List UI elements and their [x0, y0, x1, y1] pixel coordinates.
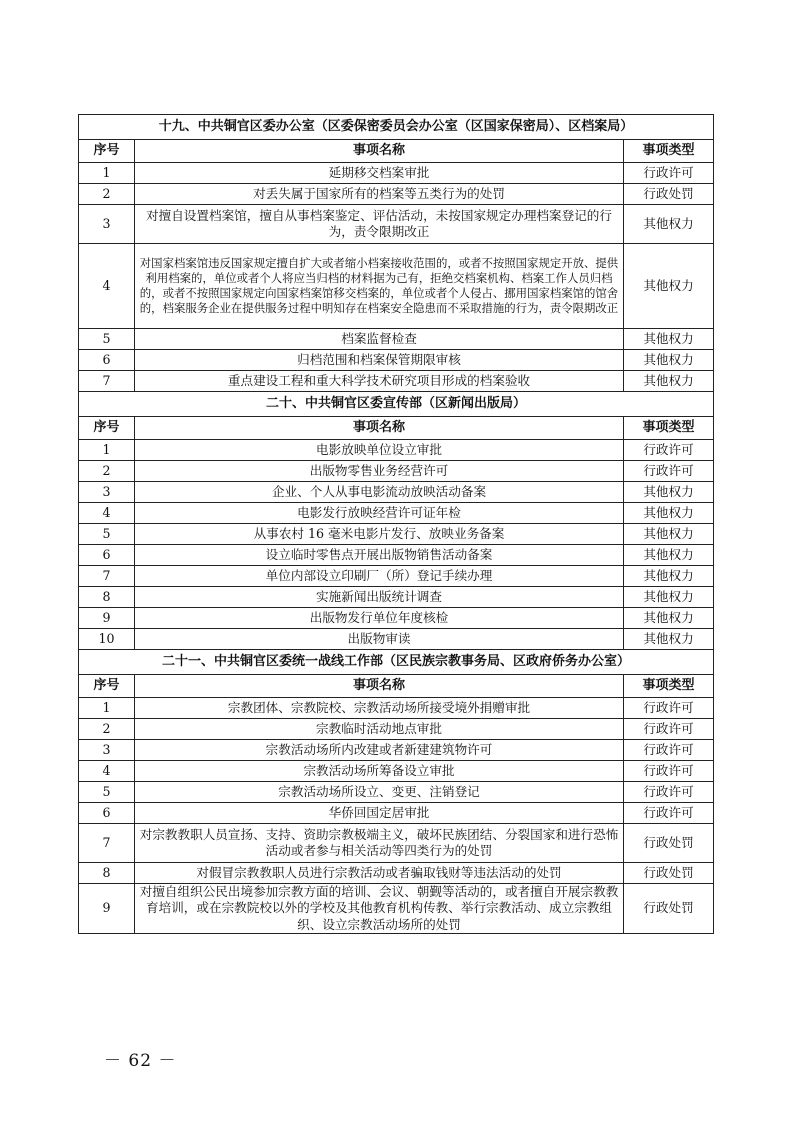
- item-type: 行政许可: [624, 803, 714, 824]
- item-type: 其他权力: [624, 587, 714, 608]
- item-type: 其他权力: [624, 545, 714, 566]
- header-item-name: 事项名称: [135, 140, 624, 163]
- table-row: [79, 545, 714, 566]
- row-number: 8: [79, 863, 135, 884]
- item-name: 对假冒宗教教职人员进行宗教活动或者骗取钱财等违法活动的处罚: [135, 863, 624, 884]
- header-number: 序号: [79, 140, 135, 163]
- column-header-row: [79, 417, 714, 440]
- item-type: 行政许可: [624, 782, 714, 803]
- item-name: 宗教活动场所设立、变更、注销登记: [135, 782, 624, 803]
- header-number: 序号: [79, 417, 135, 440]
- table-row: [79, 440, 714, 461]
- row-number: 9: [79, 884, 135, 934]
- header-item-type: 事项类型: [624, 675, 714, 698]
- item-type: 其他权力: [624, 350, 714, 371]
- row-number: 4: [79, 244, 135, 329]
- row-number: 5: [79, 329, 135, 350]
- table-row: [79, 205, 714, 244]
- item-type: 行政许可: [624, 163, 714, 184]
- item-type: 其他权力: [624, 482, 714, 503]
- item-type: 其他权力: [624, 205, 714, 244]
- header-number: 序号: [79, 675, 135, 698]
- row-number: 9: [79, 608, 135, 629]
- row-number: 3: [79, 205, 135, 244]
- table-row: [79, 461, 714, 482]
- section-title: 十九、中共铜官区委办公室（区委保密委员会办公室（区国家保密局）、区档案局）: [79, 115, 714, 140]
- row-number: 8: [79, 587, 135, 608]
- item-type: 行政处罚: [624, 863, 714, 884]
- item-name: 出版物发行单位年度核检: [135, 608, 624, 629]
- header-item-name: 事项名称: [135, 675, 624, 698]
- item-type: 其他权力: [624, 503, 714, 524]
- page-number: － 62 －: [104, 1051, 177, 1071]
- item-type: 其他权力: [624, 524, 714, 545]
- section-title: 二十一、中共铜官区委统一战线工作部（区民族宗教事务局、区政府侨务办公室）: [79, 650, 714, 675]
- row-number: 3: [79, 740, 135, 761]
- item-type: 行政许可: [624, 698, 714, 719]
- row-number: 10: [79, 629, 135, 650]
- table-row: [79, 761, 714, 782]
- power-list-table: [78, 114, 714, 934]
- column-header-row: [79, 675, 714, 698]
- row-number: 4: [79, 761, 135, 782]
- item-name: 延期移交档案审批: [135, 163, 624, 184]
- item-type: 行政许可: [624, 440, 714, 461]
- header-item-type: 事项类型: [624, 417, 714, 440]
- item-name: 宗教团体、宗教院校、宗教活动场所接受境外捐赠审批: [135, 698, 624, 719]
- item-name: 出版物零售业务经营许可: [135, 461, 624, 482]
- table-row: [79, 608, 714, 629]
- item-type: 其他权力: [624, 244, 714, 329]
- table-row: [79, 782, 714, 803]
- section-title: 二十、中共铜官区委宣传部（区新闻出版局）: [79, 392, 714, 417]
- power-list-body: [79, 115, 714, 934]
- item-name: 从事农村 16 毫米电影片发行、放映业务备案: [135, 524, 624, 545]
- row-number: 6: [79, 350, 135, 371]
- table-row: [79, 482, 714, 503]
- item-name: 宗教临时活动地点审批: [135, 719, 624, 740]
- section-title-row: [79, 392, 714, 417]
- row-number: 1: [79, 440, 135, 461]
- table-row: [79, 719, 714, 740]
- section-title-row: [79, 650, 714, 675]
- table-row: [79, 371, 714, 392]
- item-name: 对宗教教职人员宣扬、支持、资助宗教极端主义，破坏民族团结、分裂国家和进行恐怖活动或者参与相关活动等四类行为的处罚: [135, 824, 624, 863]
- table-row: [79, 698, 714, 719]
- table-row: [79, 244, 714, 329]
- row-number: 2: [79, 461, 135, 482]
- item-name: 重点建设工程和重大科学技术研究项目形成的档案验收: [135, 371, 624, 392]
- row-number: 7: [79, 371, 135, 392]
- item-name: 电影发行放映经营许可证年检: [135, 503, 624, 524]
- table-row: [79, 863, 714, 884]
- table-row: [79, 740, 714, 761]
- table-row: [79, 163, 714, 184]
- item-name: 华侨回国定居审批: [135, 803, 624, 824]
- section-title-row: [79, 115, 714, 140]
- item-type: 其他权力: [624, 329, 714, 350]
- item-type: 行政处罚: [624, 824, 714, 863]
- item-type: 行政许可: [624, 461, 714, 482]
- item-name: 对国家档案馆违反国家规定擅自扩大或者缩小档案接收范围的，或者不按照国家规定开放、提供利用档案的，单位或者个人将应当归档的材料据为己有，拒绝交档案机构、档案工作人员归档的，或者不按照国家规定向国家档案馆移交档案的，单位或者个人侵占、挪用国家档案馆的馆舍的，档案服务企业在提供服务过程中明知存在档案安全隐患而不采取措施的行为，责令限期改正: [135, 244, 624, 329]
- item-name: 企业、个人从事电影流动放映活动备案: [135, 482, 624, 503]
- item-name: 实施新闻出版统计调查: [135, 587, 624, 608]
- item-name: 设立临时零售点开展出版物销售活动备案: [135, 545, 624, 566]
- table-row: [79, 587, 714, 608]
- row-number: 3: [79, 482, 135, 503]
- item-name: 电影放映单位设立审批: [135, 440, 624, 461]
- table-row: [79, 566, 714, 587]
- item-name: 归档范围和档案保管期限审核: [135, 350, 624, 371]
- item-name: 单位内部设立印刷厂（所）登记手续办理: [135, 566, 624, 587]
- row-number: 5: [79, 782, 135, 803]
- table-row: [79, 350, 714, 371]
- table-row: [79, 329, 714, 350]
- item-type: 其他权力: [624, 629, 714, 650]
- row-number: 1: [79, 163, 135, 184]
- row-number: 7: [79, 824, 135, 863]
- item-type: 行政许可: [624, 719, 714, 740]
- table-row: [79, 184, 714, 205]
- row-number: 2: [79, 719, 135, 740]
- header-item-name: 事项名称: [135, 417, 624, 440]
- row-number: 2: [79, 184, 135, 205]
- item-type: 行政处罚: [624, 884, 714, 934]
- item-name: 宗教活动场所内改建或者新建建筑物许可: [135, 740, 624, 761]
- item-type: 其他权力: [624, 566, 714, 587]
- column-header-row: [79, 140, 714, 163]
- table-row: [79, 803, 714, 824]
- table-row: [79, 524, 714, 545]
- row-number: 6: [79, 545, 135, 566]
- table-row: [79, 629, 714, 650]
- item-name: 对擅自设置档案馆，擅自从事档案鉴定、评估活动，未按国家规定办理档案登记的行为，责令限期改正: [135, 205, 624, 244]
- row-number: 4: [79, 503, 135, 524]
- table-row: [79, 824, 714, 863]
- header-item-type: 事项类型: [624, 140, 714, 163]
- item-type: 行政处罚: [624, 184, 714, 205]
- item-name: 对擅自组织公民出境参加宗教方面的培训、会议、朝觐等活动的，或者擅自开展宗教教育培训，或在宗教院校以外的学校及其他教育机构传教、举行宗教活动、成立宗教组织、设立宗教活动场所的处罚: [135, 884, 624, 934]
- row-number: 7: [79, 566, 135, 587]
- item-name: 档案监督检查: [135, 329, 624, 350]
- item-type: 行政许可: [624, 761, 714, 782]
- item-name: 宗教活动场所筹备设立审批: [135, 761, 624, 782]
- table-row: [79, 884, 714, 934]
- table-row: [79, 503, 714, 524]
- item-name: 出版物审读: [135, 629, 624, 650]
- item-type: 行政许可: [624, 740, 714, 761]
- row-number: 5: [79, 524, 135, 545]
- item-type: 其他权力: [624, 608, 714, 629]
- row-number: 6: [79, 803, 135, 824]
- row-number: 1: [79, 698, 135, 719]
- item-name: 对丢失属于国家所有的档案等五类行为的处罚: [135, 184, 624, 205]
- item-type: 其他权力: [624, 371, 714, 392]
